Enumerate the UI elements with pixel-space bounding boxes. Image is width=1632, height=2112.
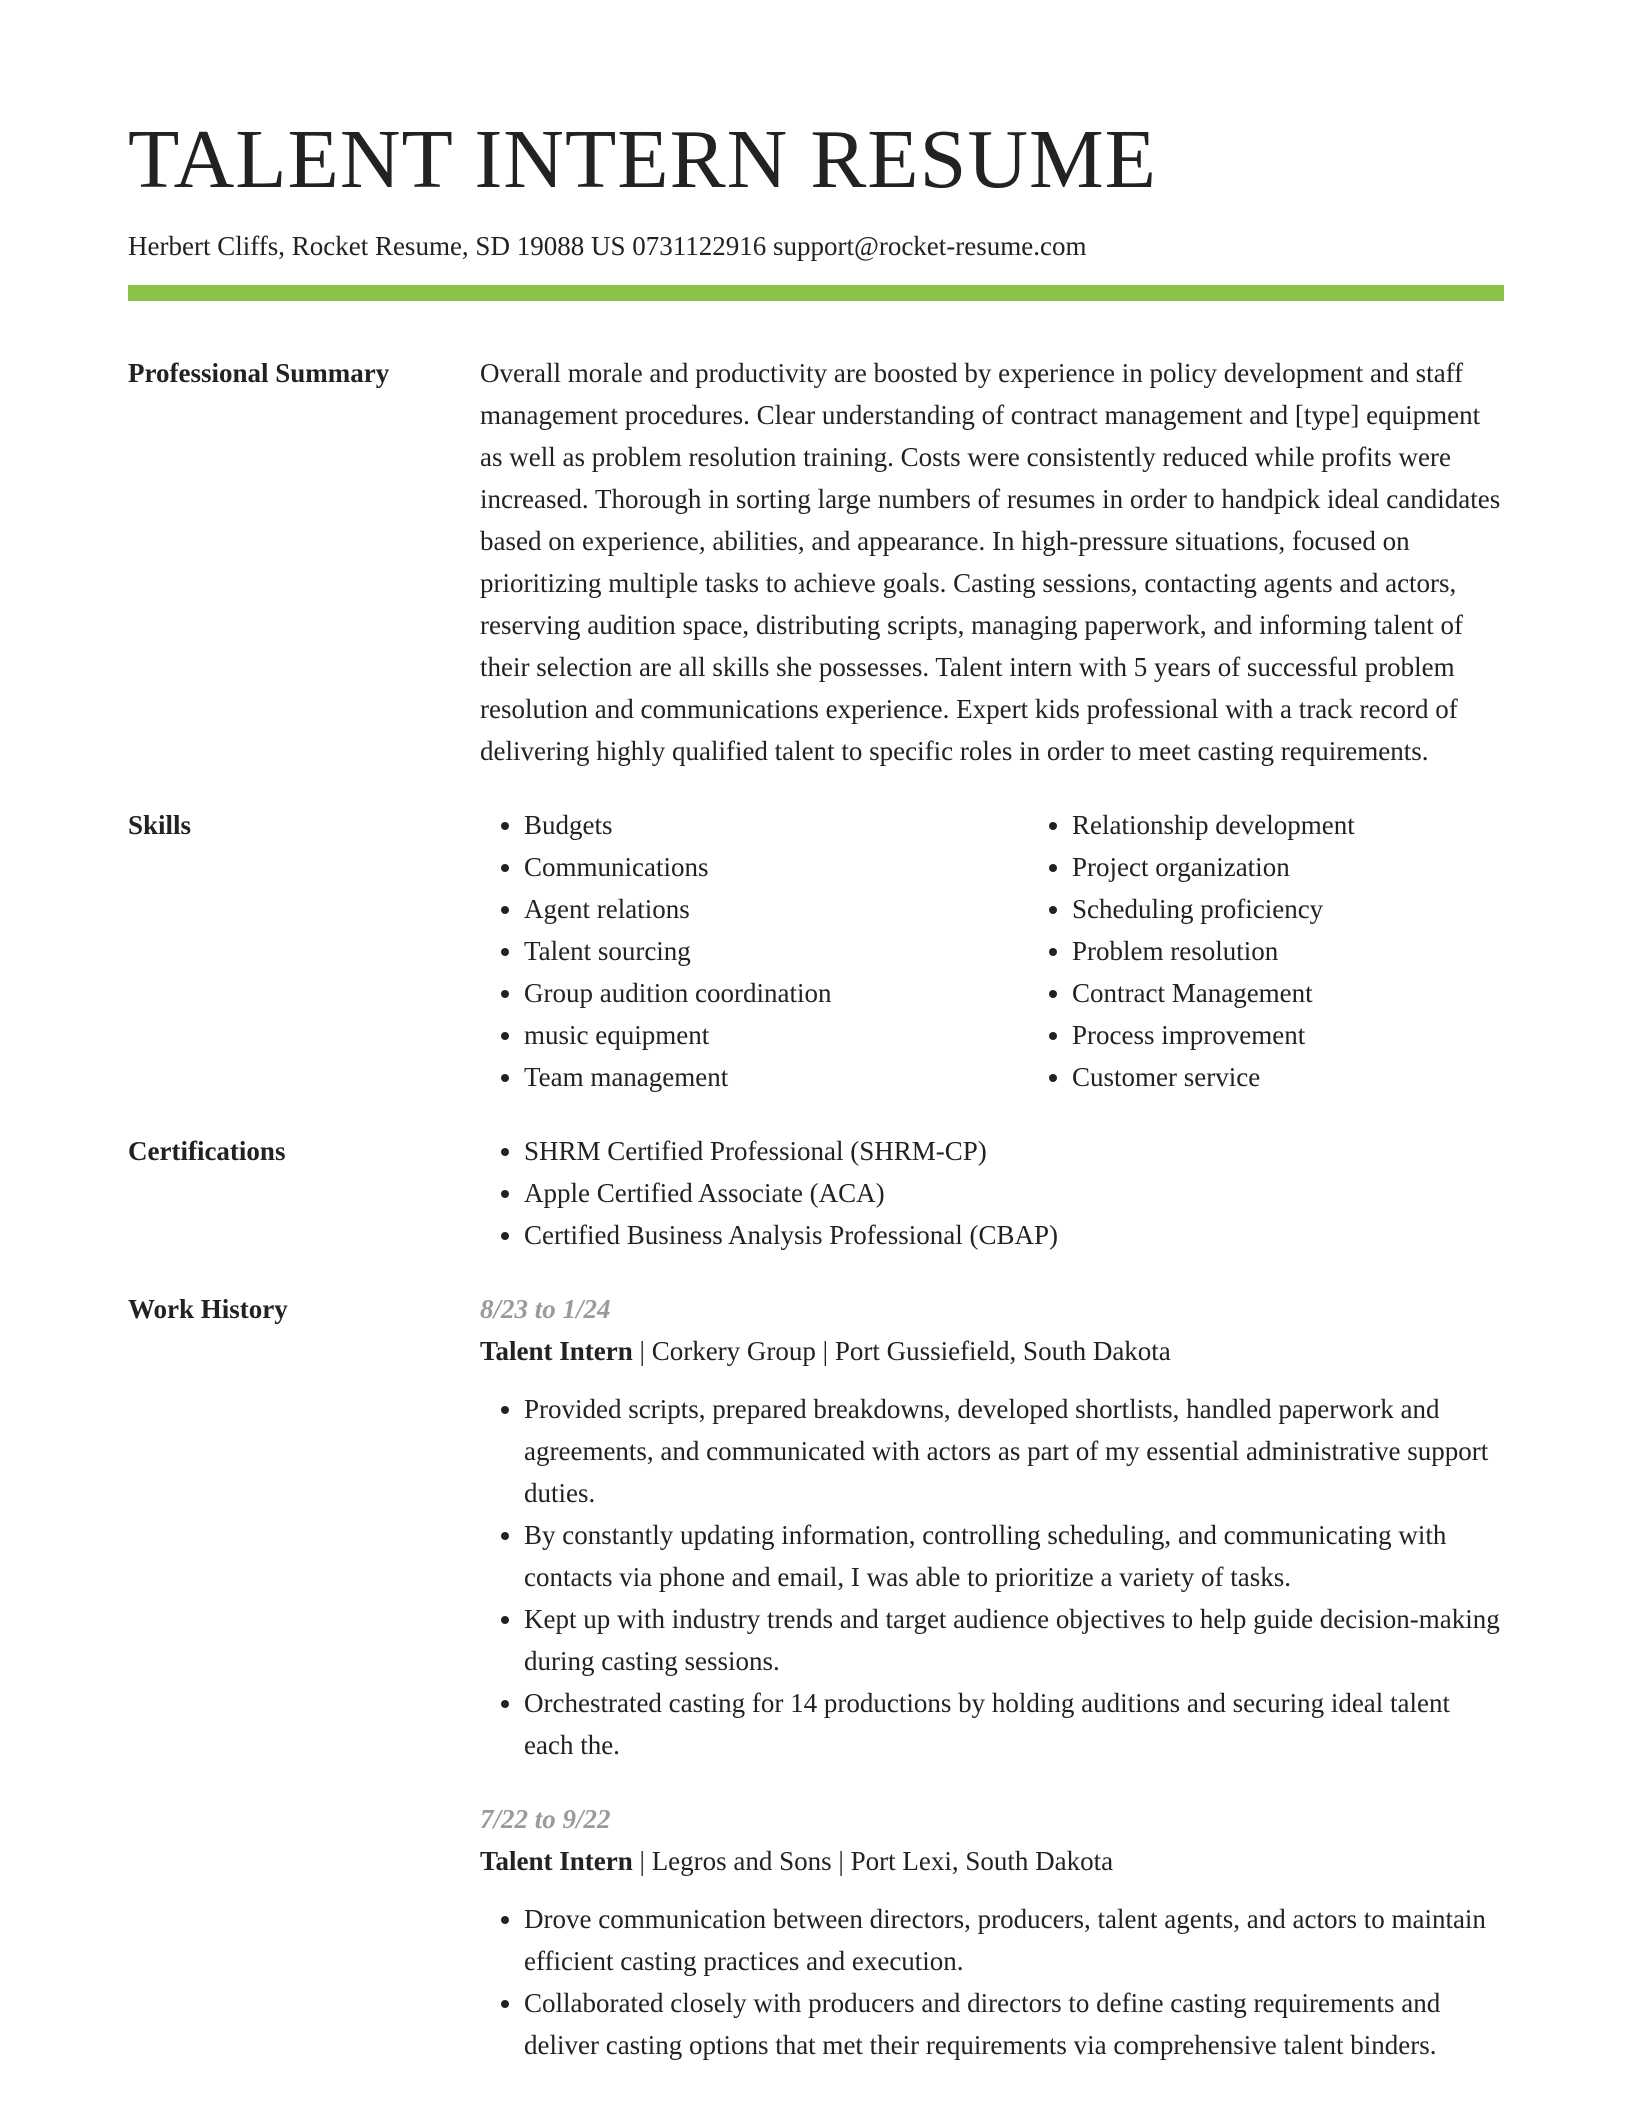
list-item: • Apple Certified Associate (ACA) [524, 1172, 1504, 1214]
job-separator [816, 1336, 835, 1366]
contact-email[interactable]: support@rocket-resume.com [772, 231, 1087, 261]
summary-section [128, 352, 1504, 772]
list-item: • Project organization [1072, 846, 1576, 888]
list-item: • Process improvement [1072, 1014, 1576, 1056]
job-heading [480, 1330, 1504, 1372]
job-bullets [480, 1388, 1504, 1766]
job-title: Talent Intern [480, 1336, 633, 1367]
job-separator [633, 1846, 652, 1876]
job-dates: 8/23 to 1/24 [480, 1294, 611, 1325]
certifications-list [480, 1130, 1504, 1256]
skills-list-left [480, 804, 1028, 1098]
job-location: Port Lexi, South Dakota [850, 1846, 1114, 1877]
contact-address: Herbert Cliffs, Rocket Resume, SD 19088 US [128, 231, 626, 261]
list-item: • Agent relations [524, 888, 1028, 930]
job-heading [480, 1840, 1504, 1882]
list-item: • Relationship development [1072, 804, 1576, 846]
summary-label: Professional Summary [128, 358, 390, 389]
skills-section [128, 804, 1504, 1098]
job-location: Port Gussiefield, South Dakota [834, 1336, 1171, 1367]
skills-list-right [1028, 804, 1576, 1098]
certifications-body [480, 1130, 1504, 1256]
list-item: • By constantly updating information, controlling scheduling, and communicating with contacts via phone and email, I was able to prioritize a variety of tasks. [524, 1514, 1504, 1598]
work-history-body [480, 1288, 1504, 2066]
list-item: • Drove communication between directors, producers, talent agents, and actors to maintain efficient casting practices and execution. [524, 1898, 1504, 1982]
certifications-label: Certifications [128, 1136, 286, 1167]
list-item: • Scheduling proficiency [1072, 888, 1576, 930]
list-item: • Team management [524, 1056, 1028, 1098]
job-separator [633, 1336, 652, 1366]
job-entry [480, 1288, 1504, 1766]
list-item: • SHRM Certified Professional (SHRM-CP) [524, 1130, 1504, 1172]
contact-line [128, 230, 1504, 262]
skills-grid [480, 804, 1576, 1098]
list-item: • Certified Business Analysis Professional (CBAP) [524, 1214, 1504, 1256]
job-separator [832, 1846, 851, 1876]
resume-title: TALENT INTERN RESUME [128, 113, 1157, 206]
list-item: • Talent sourcing [524, 930, 1028, 972]
list-item: • Orchestrated casting for 14 productions by holding auditions and securing ideal talent each the. [524, 1682, 1504, 1766]
job-title: Talent Intern [480, 1846, 633, 1877]
header-divider [128, 285, 1504, 301]
list-item: • Group audition coordination [524, 972, 1028, 1014]
list-item: • Customer service [1072, 1056, 1576, 1098]
list-item: • Contract Management [1072, 972, 1576, 1014]
resume-page [128, 113, 1504, 2066]
job-dates: 7/22 to 9/22 [480, 1804, 611, 1835]
list-item: • Provided scripts, prepared breakdowns, developed shortlists, handled paperwork and agreements, and communicated with actors as part of my essential administrative support duties. [524, 1388, 1504, 1514]
certifications-section [128, 1130, 1504, 1256]
job-bullets [480, 1898, 1504, 2066]
work-history-section [128, 1288, 1504, 2066]
contact-phone: 0731122916 [632, 231, 767, 261]
skills-label: Skills [128, 810, 192, 841]
work-history-label: Work History [128, 1294, 288, 1325]
list-item: • Problem resolution [1072, 930, 1576, 972]
list-item: • Collaborated closely with producers and directors to define casting requirements and deliver casting options that met their requirements via comprehensive talent binders. [524, 1982, 1504, 2066]
list-item: • Budgets [524, 804, 1028, 846]
job-entry [480, 1798, 1504, 2066]
job-company: Corkery Group [651, 1336, 816, 1367]
list-item: • music equipment [524, 1014, 1028, 1056]
list-item: • Kept up with industry trends and target audience objectives to help guide decision-making during casting sessions. [524, 1598, 1504, 1682]
job-company: Legros and Sons [651, 1846, 832, 1877]
summary-text: Overall morale and productivity are boosted by experience in policy development and staff management procedures. Clear understanding of contract management and [type] equipment as well as problem resolution training. Costs were consistently reduced while profits were increased. Thorough in sorting large numbers of resumes in order to handpick ideal candidates based on experience, abilities, and appearance. In high-pressure situations, focused on prioritizing multiple tasks to achieve goals. Casting sessions, contacting agents and actors, reserving audition space, distributing scripts, managing paperwork, and informing talent of their selection are all skills she possesses. Talent intern with 5 years of successful problem resolution and communications experience. Expert kids professional with a track record of delivering highly qualified talent to specific roles in order to meet casting requirements. [480, 358, 1501, 767]
list-item: • Communications [524, 846, 1028, 888]
